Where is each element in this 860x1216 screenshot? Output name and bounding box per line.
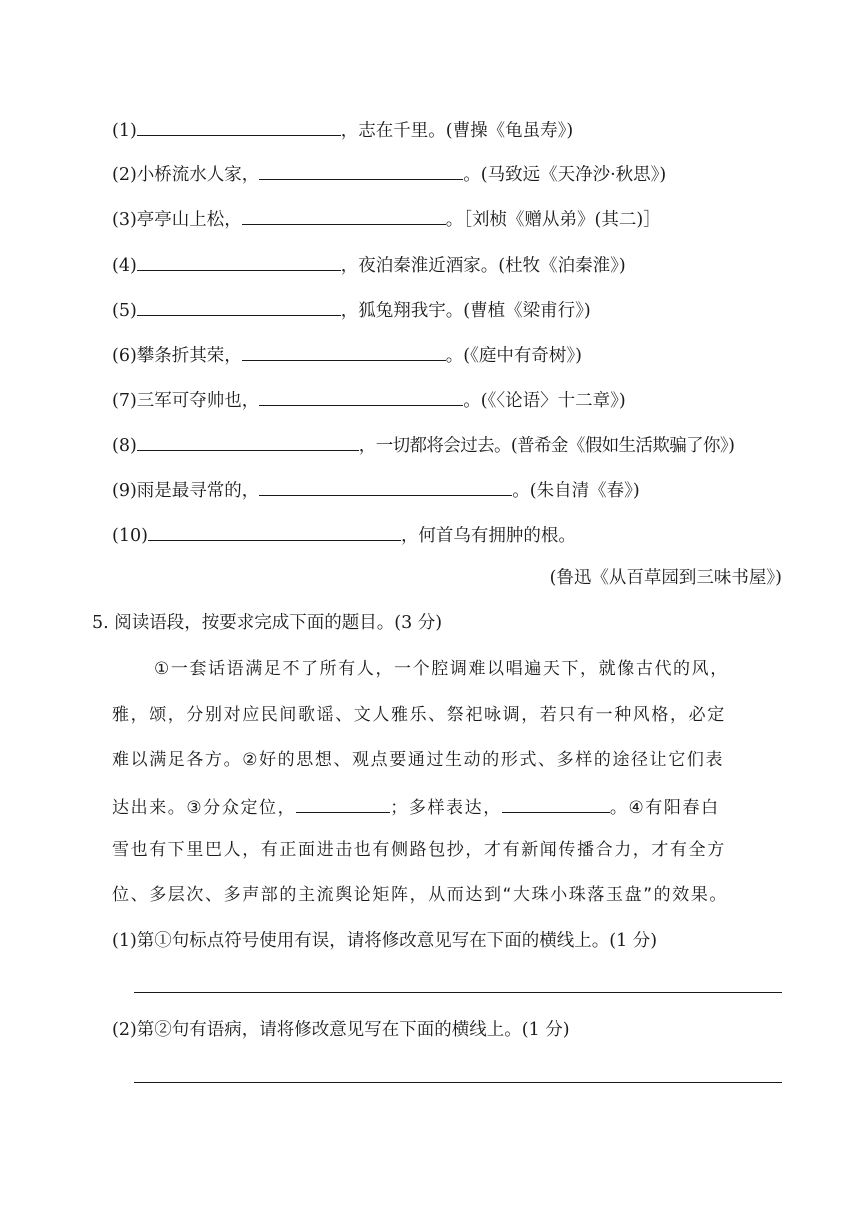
item-text-before: 亭亭山上松， — [136, 210, 242, 230]
item-text: ，夜泊秦淮近酒家。(杜牧《泊秦淮》) — [340, 256, 626, 276]
passage-line-3: 难以满足各方。②好的思想、观点要通过生动的形式、多样的途径让它们表 — [112, 750, 725, 770]
answer-blank[interactable] — [259, 386, 463, 406]
item-text: 。(马致远《天净沙·秋思》) — [463, 165, 667, 185]
passage-line-1: ①一套话语满足不了所有人，一个腔调难以唱遍天下，就像古代的风， — [154, 659, 729, 679]
answer-blank[interactable] — [502, 793, 610, 813]
item-text: ，志在千里。(曹操《龟虽寿》) — [340, 121, 574, 141]
item-number: (8) — [112, 436, 137, 456]
answer-blank[interactable] — [137, 296, 341, 316]
passage-text: ；多样表达， — [390, 798, 502, 818]
item-number: (4) — [112, 256, 137, 276]
answer-blank[interactable] — [148, 521, 401, 541]
passage-text: 达出来。③分众定位， — [112, 798, 297, 818]
item-text: 。(朱自清《春》) — [512, 481, 640, 501]
passage-line-6: 位、多层次、多声部的主流舆论矩阵，从而达到“大珠小珠落玉盘”的效果。 — [112, 885, 729, 905]
passage-line-5: 雪也有下里巴人，有正面进击也有侧路包抄，才有新闻传播合力，才有全方 — [112, 840, 726, 860]
item-text: 。［刘桢《赠从弟》(其二)］ — [445, 210, 661, 230]
poem-item-4 — [112, 251, 626, 275]
answer-blank[interactable] — [137, 251, 341, 271]
answer-blank[interactable] — [296, 793, 390, 813]
item-text: 。(《〈论语〉十二章》) — [463, 391, 626, 411]
item-text: ，一切都将会过去。(普希金《假如生活欺骗了你》) — [358, 436, 735, 456]
item-number: (7) — [112, 391, 137, 411]
passage-text: 。④有阳春白 — [609, 798, 720, 818]
item-text: ，狐兔翔我宇。(曹植《梁甫行》) — [340, 301, 591, 321]
answer-blank[interactable] — [242, 341, 446, 361]
poem-10-citation: (鲁迅《从百草园到三味书屋》) — [549, 568, 782, 588]
item-number: (1) — [112, 121, 137, 141]
poem-item-9 — [112, 476, 640, 500]
sub-question-2: (2)第②句有语病，请将修改意见写在下面的横线上。(1 分) — [112, 1020, 570, 1040]
answer-blank[interactable] — [259, 160, 463, 180]
poem-item-10 — [112, 521, 576, 545]
answer-line-2[interactable] — [134, 1082, 782, 1083]
poem-item-6 — [112, 341, 582, 365]
poem-item-8 — [112, 431, 734, 455]
answer-blank[interactable] — [137, 116, 341, 136]
poem-item-5 — [112, 296, 591, 320]
item-text: 。(《庭中有奇树》) — [445, 346, 582, 366]
poem-item-3 — [112, 205, 661, 229]
item-number: (9) — [112, 481, 137, 501]
answer-blank[interactable] — [137, 431, 359, 451]
passage-line-4 — [112, 793, 784, 820]
item-text-before: 攀条折其荣， — [136, 346, 242, 366]
answer-blank[interactable] — [259, 476, 512, 496]
item-number: (6) — [112, 346, 137, 366]
poem-item-2 — [112, 160, 666, 184]
answer-line-1[interactable] — [134, 992, 782, 993]
answer-blank[interactable] — [242, 205, 446, 225]
poem-item-7 — [112, 386, 626, 410]
item-number: (2) — [112, 165, 137, 185]
item-text-before: 小桥流水人家， — [136, 165, 260, 185]
passage-line-2: 雅，颂，分别对应民间歌谣、文人雅乐、祭祀咏调，若只有一种风格，必定 — [112, 705, 726, 725]
item-number: (10) — [112, 526, 148, 546]
sub-question-1: (1)第①句标点符号使用有误，请将修改意见写在下面的横线上。(1 分) — [112, 931, 658, 951]
item-number: (5) — [112, 301, 137, 321]
item-number: (3) — [112, 210, 137, 230]
question-5-title: 5. 阅读语段，按要求完成下面的题目。(3 分) — [92, 613, 443, 633]
item-text-before: 三军可夺帅也， — [136, 391, 260, 411]
item-text: ，何首乌有拥肿的根。 — [400, 526, 576, 546]
poem-item-1 — [112, 116, 573, 140]
item-text-before: 雨是最寻常的， — [136, 481, 260, 501]
